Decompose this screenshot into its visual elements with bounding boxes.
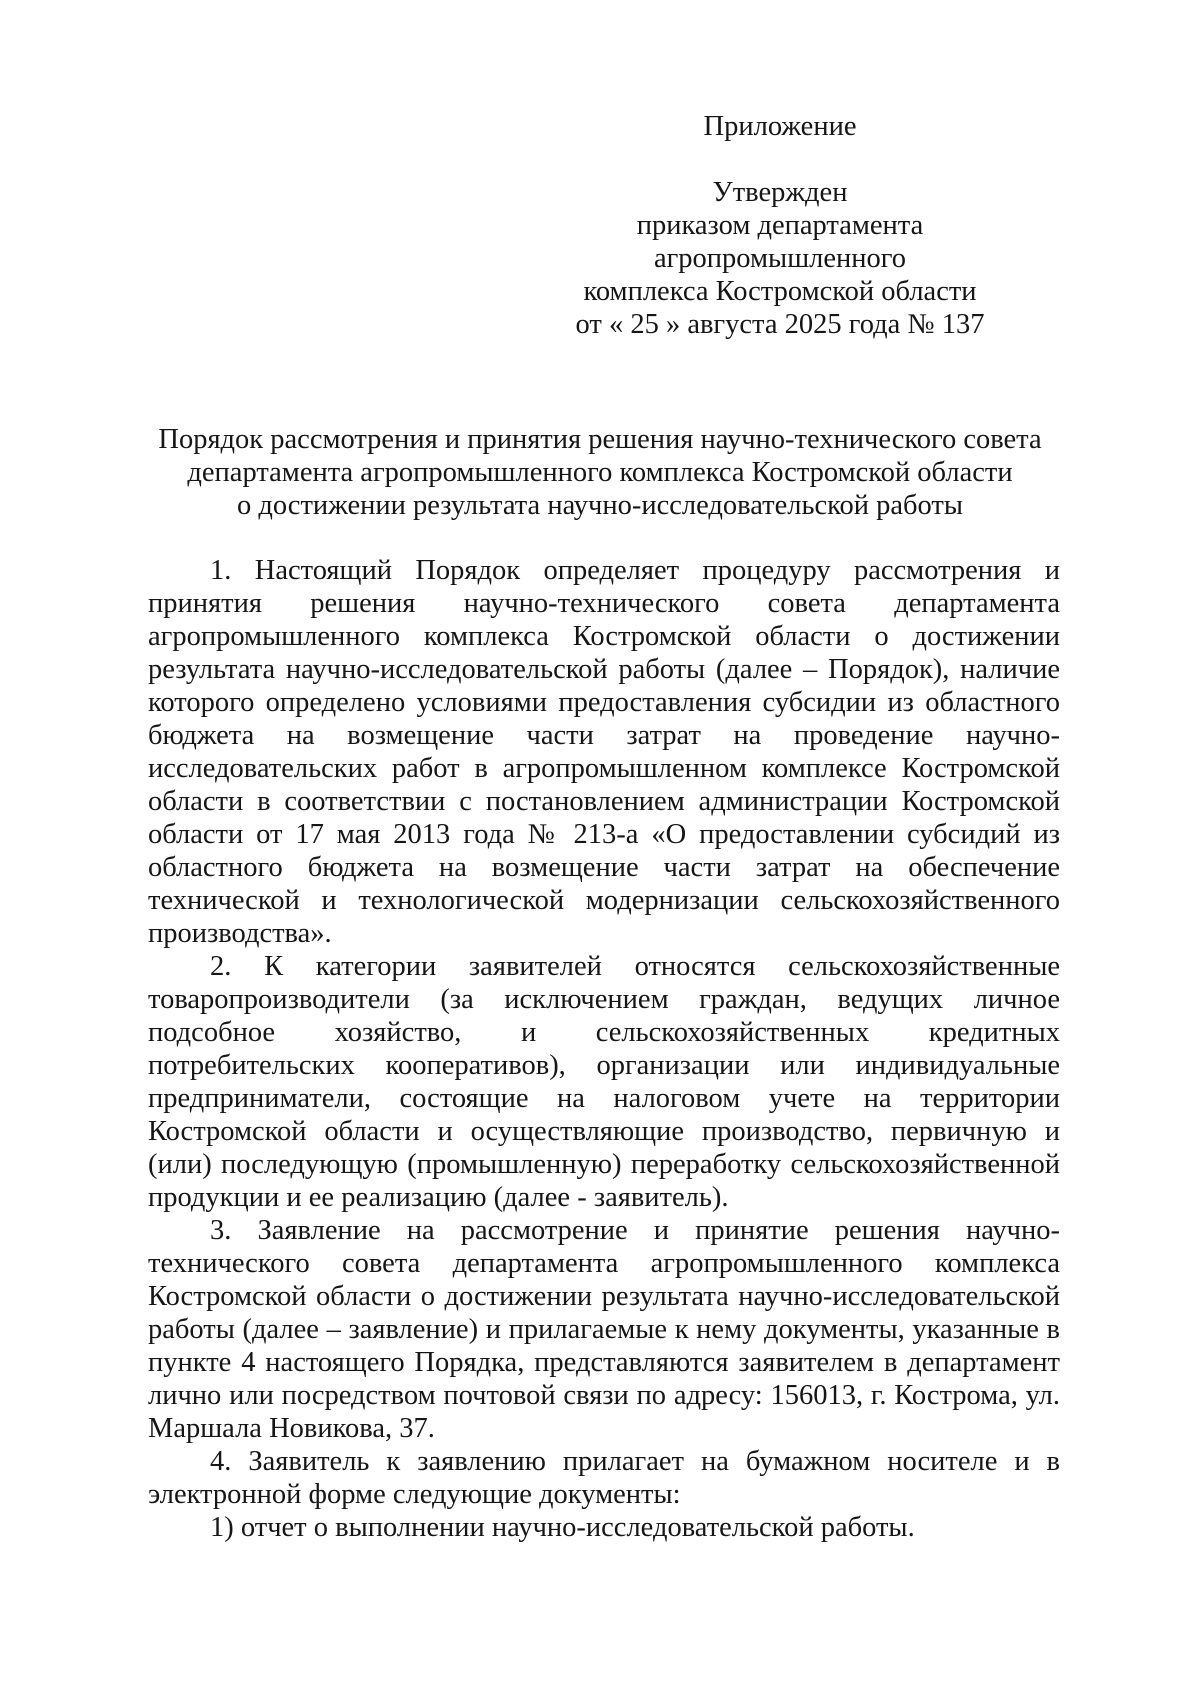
paragraph-4: 4. Заявитель к заявлению прилагает на бумажном носителе и в электронной форме следующие документы: [148, 1446, 1060, 1510]
paragraph-4-item-1: 1) отчет о выполнении научно-исследовательской работы. [210, 1512, 915, 1543]
approval-department-line-2: комплекса Костромской области [583, 276, 977, 307]
title-line-3: о достижении результата научно-исследовательской работы [236, 490, 964, 521]
approval-order-line: приказом департамента [636, 210, 924, 241]
approval-department-line-1: агропромышленного [653, 243, 907, 274]
document-body [148, 554, 1060, 1544]
document-title [140, 423, 1060, 522]
paragraph-1: 1. Настоящий Порядок определяет процедуру рассмотрения и принятия решения научно-технического совета департамента агропромышленного комплекса Костромской области о достижении результата научно-исследовательской работы (далее – Порядок), наличие которого определено условиями предоставления субсидии из областного бюджета на возмещение части затрат на проведение научно-исследовательских работ в агропромышленном комплексе Костромской области в соответствии с постановлением администрации Костромской области от 17 мая 2013 года № 213-а «О предоставлении субсидий из областного бюджета на возмещение части затрат на обеспечение технической и технологической модернизации сельскохозяйственного производства». [148, 555, 1060, 949]
approval-block [560, 110, 1000, 341]
approved-label: Утвержден [712, 177, 848, 208]
appendix-label: Приложение [703, 111, 857, 142]
title-line-2: департамента агропромышленного комплекса Костромской области [187, 457, 1013, 488]
title-line-1: Порядок рассмотрения и принятия решения научно-технического совета [158, 424, 1042, 455]
approval-date-line: от « 25 » августа 2025 года № 137 [575, 309, 985, 340]
paragraph-2: 2. К категории заявителей относятся сельскохозяйственные товаропроизводители (за исключением граждан, ведущих личное подсобное хозяйство, и сельскохозяйственных кредитных потребительских кооперативов), организации или индивидуальные предприниматели, состоящие на налоговом учете на территории Костромской области и осуществляющие производство, первичную и (или) последующую (промышленную) переработку сельскохозяйственной продукции и ее реализацию (далее - заявитель). [148, 951, 1060, 1213]
paragraph-3: 3. Заявление на рассмотрение и принятие решения научно-технического совета департамента агропромышленного комплекса Костромской области о достижении результата научно-исследовательской работы (далее – заявление) и прилагаемые к нему документы, указанные в пункте 4 настоящего Порядка, представляются заявителем в департамент лично или посредством почтовой связи по адресу: 156013, г. Кострома, ул. Маршала Новикова, 37. [148, 1215, 1060, 1444]
